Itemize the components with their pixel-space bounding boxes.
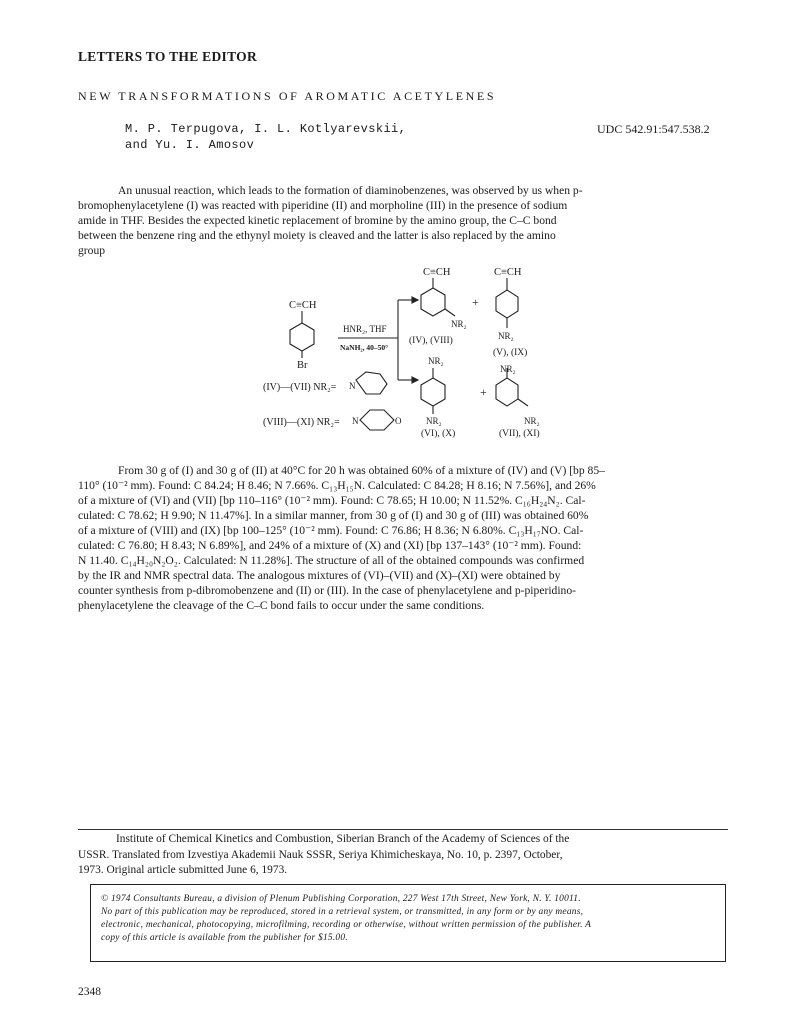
authors bbox=[125, 121, 406, 153]
section-heading: LETTERS TO THE EDITOR bbox=[78, 49, 258, 64]
copyright-line-2: No part of this publication may be reproduced, stored in a retrieval system, or transmitted, in any form or by any means, bbox=[101, 907, 584, 917]
ethynyl-label-start: C≡CH bbox=[289, 300, 317, 311]
udc-code: UDC 542.91:547.538.2 bbox=[597, 122, 710, 136]
body-line-6: culated: C 76.80; H 8.43; N 6.89%], and 24% of a mixture of (X) and (XI) [bp 137–143° (10⁻² mm). Found: bbox=[78, 539, 582, 552]
intro-paragraph bbox=[78, 183, 728, 258]
authors-line-1: M. P. Terpugova, I. L. Kotlyarevskii, bbox=[125, 122, 407, 136]
benzene-ring-start bbox=[290, 323, 314, 351]
label-v-ix: (V), (IX) bbox=[493, 348, 528, 358]
body-paragraph bbox=[78, 463, 728, 613]
body-line-8: by the IR and NMR spectral data. The analogous mixtures of (VI)–(VII) and (X)–(XI) were obtained by bbox=[78, 569, 561, 582]
reagent-bottom: NaNH₂, 40–50° bbox=[340, 343, 389, 352]
copyright-line-4: copy of this article is available from the publisher for $15.00. bbox=[101, 933, 348, 943]
intro-line-5: group bbox=[78, 244, 106, 257]
nr2-vi-top: NR₂ bbox=[428, 356, 444, 366]
body-line-9: counter synthesis from p-dibromobenzene and (II) or (III). In the case of phenylacetylene and p-piperidino- bbox=[78, 584, 577, 597]
nr2-vi-bottom: NR₂ bbox=[426, 416, 442, 426]
label-vi-x: (VI), (X) bbox=[421, 429, 456, 439]
body-line-10: phenylacetylene the cleavage of the C–C bond fails to occur under the same conditions. bbox=[78, 599, 485, 612]
plus-bottom: + bbox=[480, 385, 487, 399]
piperidine-n: N bbox=[349, 381, 356, 391]
intro-line-3: amide in THF. Besides the expected kinetic replacement of bromine by the amino group, the C–C bond bbox=[78, 214, 557, 227]
intro-line-4: between the benzene ring and the ethynyl moiety is cleaved and the latter is also replaced by the amino bbox=[78, 229, 556, 242]
article-title: NEW TRANSFORMATIONS OF AROMATIC ACETYLENES bbox=[78, 89, 497, 103]
copyright-line-3: electronic, mechanical, photocopying, microfilming, recording or otherwise, without written permission of the publisher. A bbox=[101, 920, 592, 930]
morpholine-ring bbox=[360, 410, 394, 430]
affiliation-line-2: USSR. Translated from Izvestiya Akademii Nauk SSSR, Seriya Khimicheskaya, No. 10, p. 2397, October, bbox=[78, 848, 563, 861]
plus-top: + bbox=[472, 295, 479, 309]
benzene-ring-iv bbox=[421, 288, 445, 316]
piperidine-ring bbox=[356, 372, 387, 394]
body-line-4: culated: C 78.62; H 9.90; N 11.47%]. In a similar manner, from 30 g of (I) and 30 g of (III) was obtained 60% bbox=[78, 509, 589, 522]
authors-line-2: and Yu. I. Amosov bbox=[125, 138, 255, 152]
intro-line-2: bromophenylacetylene (I) was reacted with piperidine (II) and morpholine (III) in the presence of sodium bbox=[78, 199, 568, 212]
page-number: 2348 bbox=[78, 986, 101, 998]
morpholine-o: O bbox=[395, 416, 402, 426]
affiliation-note bbox=[78, 832, 728, 879]
copyright-line-1: © 1974 Consultants Bureau, a division of Plenum Publishing Corporation, 227 West 17th Street, New York, N. Y. 10011. bbox=[101, 894, 581, 904]
benzene-ring-vi bbox=[421, 378, 445, 406]
morpholine-n: N bbox=[352, 416, 359, 426]
body-line-7: N 11.40. C₁₄H₂₀N₂O₂. Calculated: N 11.28%]. The structure of all of the obtained compounds was confirmed bbox=[78, 554, 585, 567]
footer-rule bbox=[78, 829, 728, 830]
def-piperidine: (IV)—(VII) NR₂= bbox=[263, 382, 337, 393]
body-line-3: of a mixture of (VI) and (VII) [bp 110–116° (10⁻² mm). Found: C 78.65; H 10.00; N 11.52%. C₁₆H₂₄N₂. Cal- bbox=[78, 494, 586, 507]
body-line-5: of a mixture of (VIII) and (IX) [bp 100–125° (10⁻² mm). Found: C 76.86; H 8.36; N 6.80%. C₁₃H₁₇NO. Cal- bbox=[78, 524, 584, 537]
nr2-iv: NR₂ bbox=[451, 319, 467, 329]
body-line-2: 110° (10⁻² mm). Found: C 84.24; H 8.46; N 7.66%. C₁₃H₁₅N. Calculated: C 84.28; H 8.16; N 7.56%], and 26% bbox=[78, 479, 596, 492]
benzene-ring-v bbox=[496, 290, 518, 318]
label-iv-viii: (IV), (VIII) bbox=[409, 336, 453, 346]
intro-line-1: An unusual reaction, which leads to the formation of diaminobenzenes, was observed by us when p- bbox=[118, 184, 583, 197]
reagent-top: HNR₂, THF bbox=[343, 324, 387, 334]
affiliation-line-1: Institute of Chemical Kinetics and Combustion, Siberian Branch of the Academy of Sciences of the bbox=[116, 833, 570, 845]
nr2-vii-bottom: NR₂ bbox=[524, 416, 540, 426]
reaction-scheme bbox=[0, 260, 807, 445]
bromo-label: Br bbox=[297, 360, 308, 371]
def-morpholine: (VIII)—(XI) NR₂= bbox=[263, 417, 340, 428]
benzene-ring-vii bbox=[496, 378, 518, 406]
nr2-vii-top: NR₂ bbox=[500, 364, 516, 374]
affiliation-line-3: 1973. Original article submitted June 6, 1973. bbox=[78, 864, 288, 876]
body-line-1: From 30 g of (I) and 30 g of (II) at 40°C for 20 h was obtained 60% of a mixture of (IV) and (V) [bp 85– bbox=[118, 464, 605, 477]
label-vii-xi: (VII), (XI) bbox=[499, 429, 540, 439]
copyright-notice bbox=[101, 893, 717, 945]
ethynyl-label-iv: C≡CH bbox=[423, 267, 451, 278]
nr2-v: NR₂ bbox=[498, 331, 514, 341]
ethynyl-label-v: C≡CH bbox=[494, 267, 522, 278]
